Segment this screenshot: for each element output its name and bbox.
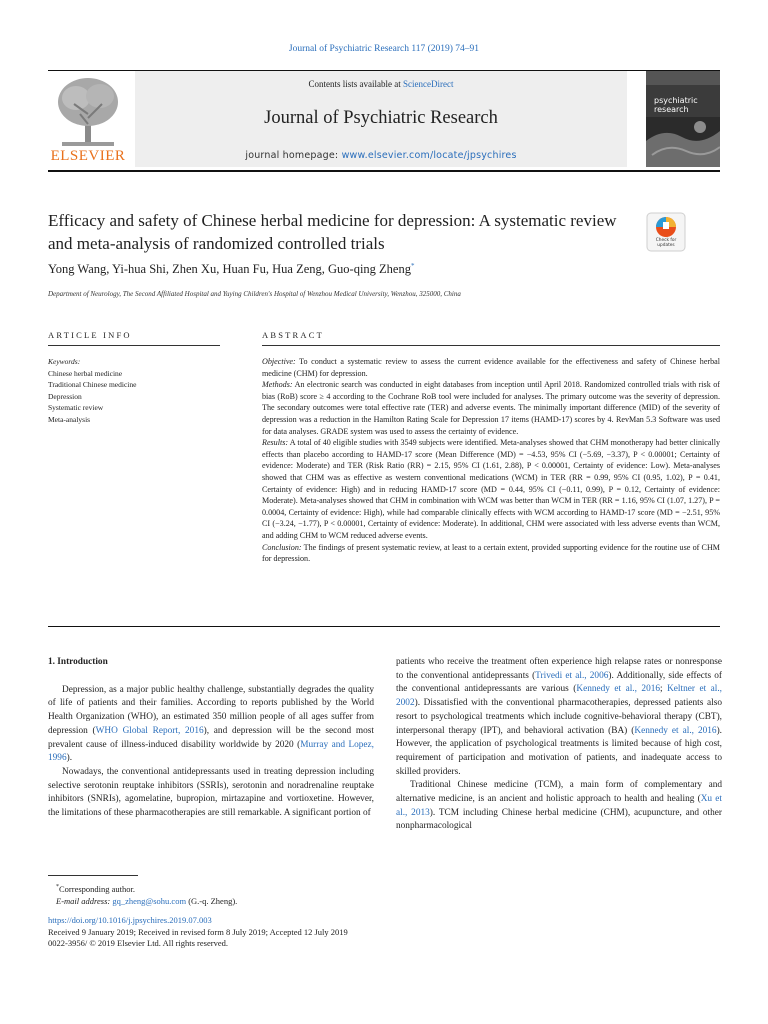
check-for-updates-label: Check for updates xyxy=(655,238,677,248)
author-email-link[interactable]: gq_zheng@sohu.com xyxy=(112,896,187,907)
abstract-rule xyxy=(262,345,720,346)
abstract-bottom-rule xyxy=(48,626,720,627)
contents-line: Contents lists available at ScienceDirect xyxy=(308,79,454,89)
author-list: Yong Wang, Yi-hua Shi, Zhen Xu, Huan Fu, Hua Zeng, Guo-qing Zheng* xyxy=(48,262,415,277)
citation-link[interactable]: Kennedy et al., 2016 xyxy=(634,725,717,736)
citation-link[interactable]: Trivedi et al., 2006 xyxy=(535,670,609,681)
keyword: Systematic review xyxy=(48,403,104,413)
corresponding-author-mark[interactable]: * xyxy=(410,262,415,270)
footnotes xyxy=(48,881,237,908)
article-history: Received 9 January 2019; Received in revised form 8 July 2019; Accepted 12 July 2019 xyxy=(48,926,348,937)
body-left-column xyxy=(48,656,374,821)
abstract-methods: Methods: An electronic search was conducted in eight databases from inception until April 2018. Randomized controlled trials with risk of bias (RoB) score ≥ 4 according to the Cochrane RoB tool were included for analyses. The primary outcome was the severity of depression. The secondary outcomes were total effective rate (TER) and adverse events. The minimally important difference (MID) of the severity of depression was a reduction in the Hamilton Rating Scale for Depression 17 items (HAMD-17) scores by 4. RevMan 5.3 Software was used for data analyses. GRADE system was used to assess the certainty of evidence. xyxy=(262,380,720,436)
homepage-link[interactable]: www.elsevier.com/locate/jpsychires xyxy=(341,150,517,161)
keywords-label: Keywords: xyxy=(48,357,81,366)
section-title: 1. Introduction xyxy=(48,657,108,667)
journal-reference[interactable]: Journal of Psychiatric Research 117 (2019) 74–91 xyxy=(288,44,480,54)
abstract-heading: ABSTRACT xyxy=(262,330,324,340)
citation-link[interactable]: Kennedy et al., 2016 xyxy=(576,684,661,695)
article-title: Efficacy and safety of Chinese herbal medicine for depression: A systematic review and meta-analysis of randomized controlled trials xyxy=(48,211,617,253)
keyword: Meta-analysis xyxy=(48,414,91,424)
doi-link[interactable]: https://doi.org/10.1016/j.jpsychires.2019.07.003 xyxy=(48,915,212,925)
citation-link[interactable]: WHO Global Report, 2016 xyxy=(95,725,204,736)
abstract-objective: Objective: To conduct a systematic review to assess the current evidence available for the effectiveness and safety of Chinese herbal medicine (CHM) for depression. xyxy=(262,357,720,378)
publisher-logo-text: ELSEVIER xyxy=(50,148,126,164)
body-paragraph: Nowadays, the conventional antidepressants used in treating depression including selective serotonin reuptake inhibitors (SSRIs), serotonin and noradrenaline reuptake inhibitors (SNRIs), agomelatine, bupropion, mirtazapine and vortioxetine. However, the limitations of these pharmacotherapies are still remarkable. A significant portion of xyxy=(48,766,374,819)
cover-title: psychiatric research xyxy=(654,96,698,114)
citation-link[interactable]: Murray and Lopez, 1996 xyxy=(48,739,374,764)
keyword: Chinese herbal medicine xyxy=(48,369,123,378)
article-info-rule xyxy=(48,345,220,346)
sciencedirect-link[interactable]: ScienceDirect xyxy=(403,79,454,89)
journal-title: Journal of Psychiatric Research xyxy=(264,108,498,128)
corresponding-author-note: *Corresponding author. xyxy=(56,883,136,894)
keyword: Depression xyxy=(48,391,82,401)
footnote-rule xyxy=(48,875,138,876)
abstract-body xyxy=(262,356,720,565)
citation-link[interactable]: Keltner et al., 2002 xyxy=(396,684,722,709)
body-paragraph: patients who receive the treatment often experience high relapse rates or nonresponse to the conventional antidepressants (Trivedi et al., 2006). Additionally, side effects of the conventional antidepressants are various (Kennedy et al., 2016; Keltner et al., 2002). Dissatisfied with the conventional pharmacotherapies, depressed patients also resort to psychological treatments which include cognitive-behavioral therapy (CBT), interpersonal therapy (IPT), and behavioral activation (BA) (Kennedy et al., 2016). However, the application of psychological treatments is limited because of high cost, requirement of participation and motivation of patients, and inadequate access to skilled providers. xyxy=(396,657,722,777)
article-metadata xyxy=(48,915,348,950)
email-note: E-mail address: gq_zheng@sohu.com (G.-q. Zheng). xyxy=(56,896,238,907)
citation-link[interactable]: Xu et al., 2013 xyxy=(396,794,722,818)
abstract-conclusion: Conclusion: The findings of present systematic review, at least to a certain extent, provided supporting evidence for the routine use of CHM for depression. xyxy=(262,542,720,564)
body-paragraph: Depression, as a major public healthy challenge, substantially degrades the quality of life of patients and their families. According to reports published by the World Health Organization (WHO), an estimated 350 million people of all ages suffer from depression (WHO Global Report, 2016), and depression will be the second most prevalent cause of illness-induced disability worldwide by 2020 (Murray and Lopez, 1996). xyxy=(48,684,375,764)
copyright: 0022-3956/ © 2019 Elsevier Ltd. All rights reserved. xyxy=(48,938,228,948)
journal-cover-image xyxy=(646,71,720,167)
elsevier-tree-logo xyxy=(52,74,124,148)
cover-artwork xyxy=(646,71,720,167)
article-info-heading: ARTICLE INFO xyxy=(48,330,132,340)
abstract-results: Results: A total of 40 eligible studies with 3549 subjects were identified. Meta-analyses showed that CHM monotherapy had better clinically effects than placebo according to HAMD-17 score (Mean Difference (MD) = −4.53, 95% CI (−5.69, −3.37), P < 0.00001; Certainty of evidence: Moderate) and TER (Risk Ratio (RR) = 2.15, 95% CI (1.61, 2.88), P < 0.00001, Certainty of evidence: Low). Meta-analyses showed that CHM was as effective as western conventional medications (WCM) in TER (RR = 0.99, 95% CI (0.95, 1.02), P = 0.41, Certainty of evidence: High) and in reducing HAMD-17 score (MD = 0.44, 95% CI (−0.11, 0.99), P = 0.12, Certainty of evidence: Moderate). Meta-analyses showed that CHM in combination with WCM was better than WCM in TER (RR = 1.16, 95% CI (1.07, 1.27), P = 0.0004, Certainty of evidence: High), while had comparable clinically effects with WCM according to HAMD-17 score (MD = −2.51, 95% CI (−3.24, −1.77), P < 0.00001, Certainty of evidence: Moderate). In additional, CHM were associated with less adverse events than WCM, and adding CHM to WCM reduced adverse events. xyxy=(262,438,721,540)
journal-homepage: journal homepage: www.elsevier.com/locate/jpsychires xyxy=(245,150,517,161)
header-bottom-rule xyxy=(48,170,720,172)
body-paragraph: Traditional Chinese medicine (TCM), a main form of complementary and alternative medicine, is an ancient and holistic approach to health and healing (Xu et al., 2013). TCM including Chinese herbal medicine (CHM), acupuncture, and other nonpharmacological xyxy=(396,780,722,832)
keywords-list xyxy=(48,368,136,425)
keyword: Traditional Chinese medicine xyxy=(48,380,137,390)
check-for-updates-badge[interactable] xyxy=(646,212,686,252)
affiliation: Department of Neurology, The Second Affiliated Hospital and Yuying Children's Hospital of Wenzhou Medical University, Wenzhou, 325000, China xyxy=(48,290,461,298)
body-right-column xyxy=(396,656,722,834)
